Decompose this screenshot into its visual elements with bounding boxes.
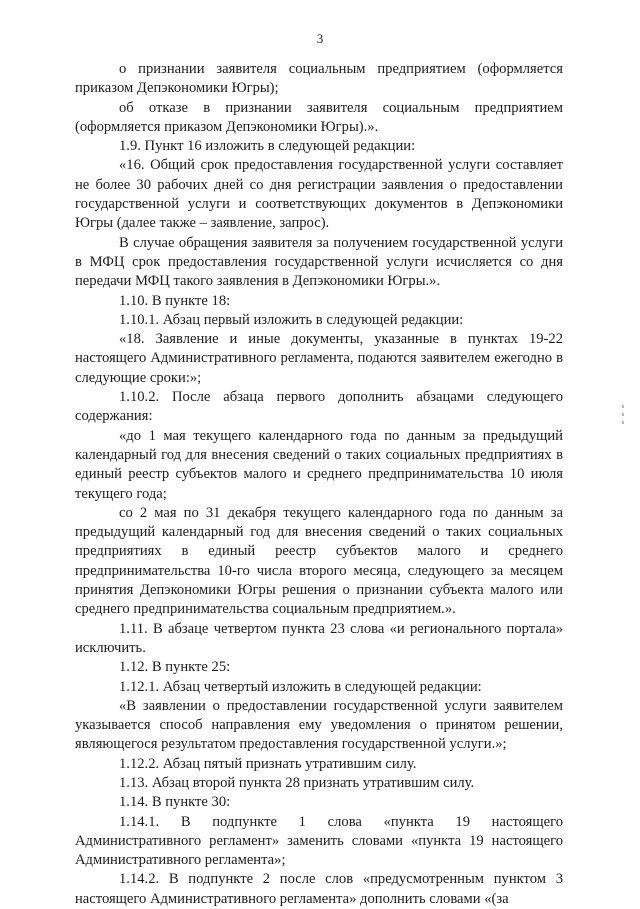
paragraph: 1.9. Пункт 16 изложить в следующей редакции: [119,138,416,155]
paragraph: 1.10.2. После абзаца первого дополнить абзацами следующего содержания: [75,389,563,425]
paragraph: 1.12.1. Абзац четвертый изложить в следующей редакции: [119,678,482,695]
paragraph: 1.10.1. Абзац первый изложить в следующей редакции: [119,311,464,328]
paragraph: об отказе в признании заявителя социальным предприятием (оформляется приказом Депэкономики Югры).». [75,99,563,135]
scan-artifact [622,405,624,408]
scan-artifact [622,421,624,424]
paragraph: о признании заявителя социальным предприятием (оформляется приказом Депэкономики Югры); [75,61,563,97]
page-number: 3 [316,31,324,46]
paragraph: 1.12.2. Абзац пятый признать утратившим силу. [119,755,417,772]
document-body [75,60,563,909]
paragraph: 1.10. В пункте 18: [119,292,231,309]
paragraph: «18. Заявление и иные документы, указанные в пунктах 19-22 настоящего Административного регламента, подаются заявителем ежегодно в следующие сроки:»; [75,331,563,386]
paragraph: «до 1 мая текущего календарного года по данным за предыдущий календарный год для внесения сведений о таких социальных предприятиях в единый реестр субъектов малого и среднего предпринимательства 10 июля текущего года; [75,427,563,502]
paragraph: со 2 мая по 31 декабря текущего календарного года по данным за предыдущий календарный год для внесения сведений о таких социальных предприятиях в единый реестр субъектов малого и среднего предпринимательства 10-го числа второго месяца, следующего за месяцем принятия Депэкономики Югры решения о признании субъекта малого или среднего предпринимательства социальным предприятием.». [75,504,563,618]
paragraph: 1.14.2. В подпункте 2 после слов «предусмотренным пунктом 3 настоящего Административного регламента» дополнить словами «(за [75,871,563,907]
paragraph: «16. Общий срок предоставления государственной услуги составляет не более 30 рабочих дней со дня регистрации заявления о предоставлении государственной услуги и соответствующих документов в Депэкономики Югры (далее также – заявление, запрос). [75,157,563,232]
paragraph: В случае обращения заявителя за получением государственной услуги в МФЦ срок предоставления государственной услуги исчисляется со дня передачи МФЦ такого заявления в Депэкономики Югры.». [75,234,563,290]
paragraph: 1.11. В абзаце четвертом пункта 23 слова «и регионального портала» исключить. [75,620,563,656]
paragraph: 1.14.1. В подпункте 1 слова «пункта 19 настоящего Административного регламент» заменить словами «пункта 19 настоящего Административного регламента»; [75,813,563,869]
paragraph: 1.12. В пункте 25: [119,659,231,676]
paragraph: 1.14. В пункте 30: [119,794,231,811]
paragraph: 1.13. Абзац второй пункта 28 признать утратившим силу. [119,774,475,791]
scan-artifact [622,413,624,416]
paragraph: «В заявлении о предоставлении государственной услуги заявителем указывается способ направления ему уведомления о принятом решении, являющегося результатом предоставления государственной услуги.»; [75,697,563,753]
